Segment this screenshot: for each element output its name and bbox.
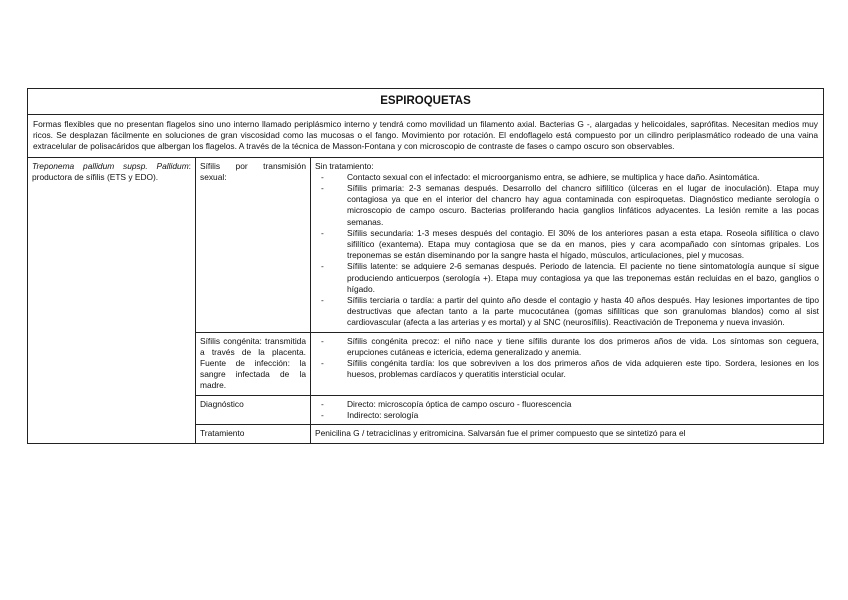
congenital-list bbox=[315, 336, 819, 381]
section-row bbox=[28, 157, 824, 332]
espiroquetas-table bbox=[27, 88, 824, 444]
list-item: - Sífilis latente: se adquiere 2-6 semanas después. Periodo de latencia. El paciente no tiene sintomatología aunque sí sigue produciendo anticuerpos (serología +). Etapa muy contagiosa ya que las treponemas están recluidas en el bazo, ganglios o hígado. bbox=[334, 261, 819, 295]
section-label: Tratamiento bbox=[196, 425, 311, 444]
section-label: Sífilis por transmisión sexual: bbox=[196, 157, 311, 332]
section-content bbox=[311, 395, 824, 424]
organism-cell bbox=[28, 157, 196, 443]
list-item: - Sífilis terciaria o tardía: a partir del quinto año desde el contagio y hasta 40 años después. Hay lesiones importantes de tipo destructivas que afectan tanto a la parte mucocutánea (gomas sifilíticas que son granulomas blandos) como al sist cardiovascular (afecta a las arterias y es mortal) y al SNC (neurosífilis). Reactivación de Treponema y nueva invasión. bbox=[334, 295, 819, 329]
list-item: - Indirecto: serología bbox=[334, 410, 819, 421]
list-item: - Sífilis primaria: 2-3 semanas después. Desarrollo del chancro sifilítico (úlceras en el lugar de inoculación). Etapa muy contagiosa ya que en el interior del chancro hay agua contaminada con espiroquetas. Diagnóstico mediante serología o microscopio de campo oscuro. Bacterias proliferando hacia ganglios linfáticos adyacentes. La lesión remite a las pocas semanas. bbox=[334, 183, 819, 228]
list-item: - Contacto sexual con el infectado: el microorganismo entra, se adhiere, se multiplica y hace daño. Asintomática. bbox=[334, 172, 819, 183]
intro-row bbox=[28, 115, 824, 158]
section-content bbox=[311, 425, 824, 444]
title-row bbox=[28, 89, 824, 115]
section-content bbox=[311, 157, 824, 332]
table-title: ESPIROQUETAS bbox=[28, 89, 824, 115]
stage-list bbox=[315, 172, 819, 329]
treatment-text: Penicilina G / tetraciclinas y eritromicina. Salvarsán fue el primer compuesto que se sintetizó para el bbox=[315, 428, 686, 439]
section-content bbox=[311, 332, 824, 395]
list-item: - Sífilis congénita precoz: el niño nace y tiene sífilis durante los dos primeros años de vida. Los síntomas son ceguera, erupciones cutáneas e ictericia, edema generalizado y anemia. bbox=[334, 336, 819, 358]
intro-paragraph: Formas flexibles que no presentan flagelos sino uno interno llamado periplásmico interno y tendrá como movilidad un filamento axial. Bacterias G -, alargadas y helicoidales, saprófitas. Necesitan medios muy ricos. Se desplazan fácilmente en soluciones de gran viscosidad como las mucosas o el fango. Movimiento por rotación. El endoflagelo está compuesto por un cilindro periplasmático rodeado de una vaina extracelular de polisacáridos que albergan los flagelos. A través de la técnica de Masson-Fontana y con microscopio de contraste de fases o campo oscuro son observables. bbox=[28, 115, 824, 158]
list-item: - Sífilis congénita tardía: los que sobreviven a los dos primeros años de vida adquieren este tipo. Sordera, lesiones en los huesos, problemas cardíacos y queratitis intersticial ocular. bbox=[334, 358, 819, 380]
organism-name: Treponema pallidum supsp. Pallidum bbox=[32, 160, 189, 171]
section-label: Sífilis congénita: transmitida a través de la placenta. Fuente de infección: la sangre infectada de la madre. bbox=[196, 332, 311, 395]
organism-suffix: : productora de sífilis (ETS y EDO). bbox=[32, 160, 191, 182]
document-page bbox=[27, 88, 824, 444]
diagnosis-list bbox=[315, 399, 819, 421]
section-label: Diagnóstico bbox=[196, 395, 311, 424]
list-item: - Sífilis secundaria: 1-3 meses después del contagio. El 30% de los anteriores pasan a esta etapa. Roseola sifilítica o clavo sifilítico (exantema). Etapa muy contagiosa que se da en manos, pies y cara acompañado con síntomas gripales. Los treponemas se están diseminando por la sangre hasta el hígado, músculos, articulaciones, piel y mucosas. bbox=[334, 228, 819, 262]
section-lead: Sin tratamiento: bbox=[315, 160, 374, 171]
list-item: - Directo: microscopía óptica de campo oscuro - fluorescencia bbox=[334, 399, 819, 410]
